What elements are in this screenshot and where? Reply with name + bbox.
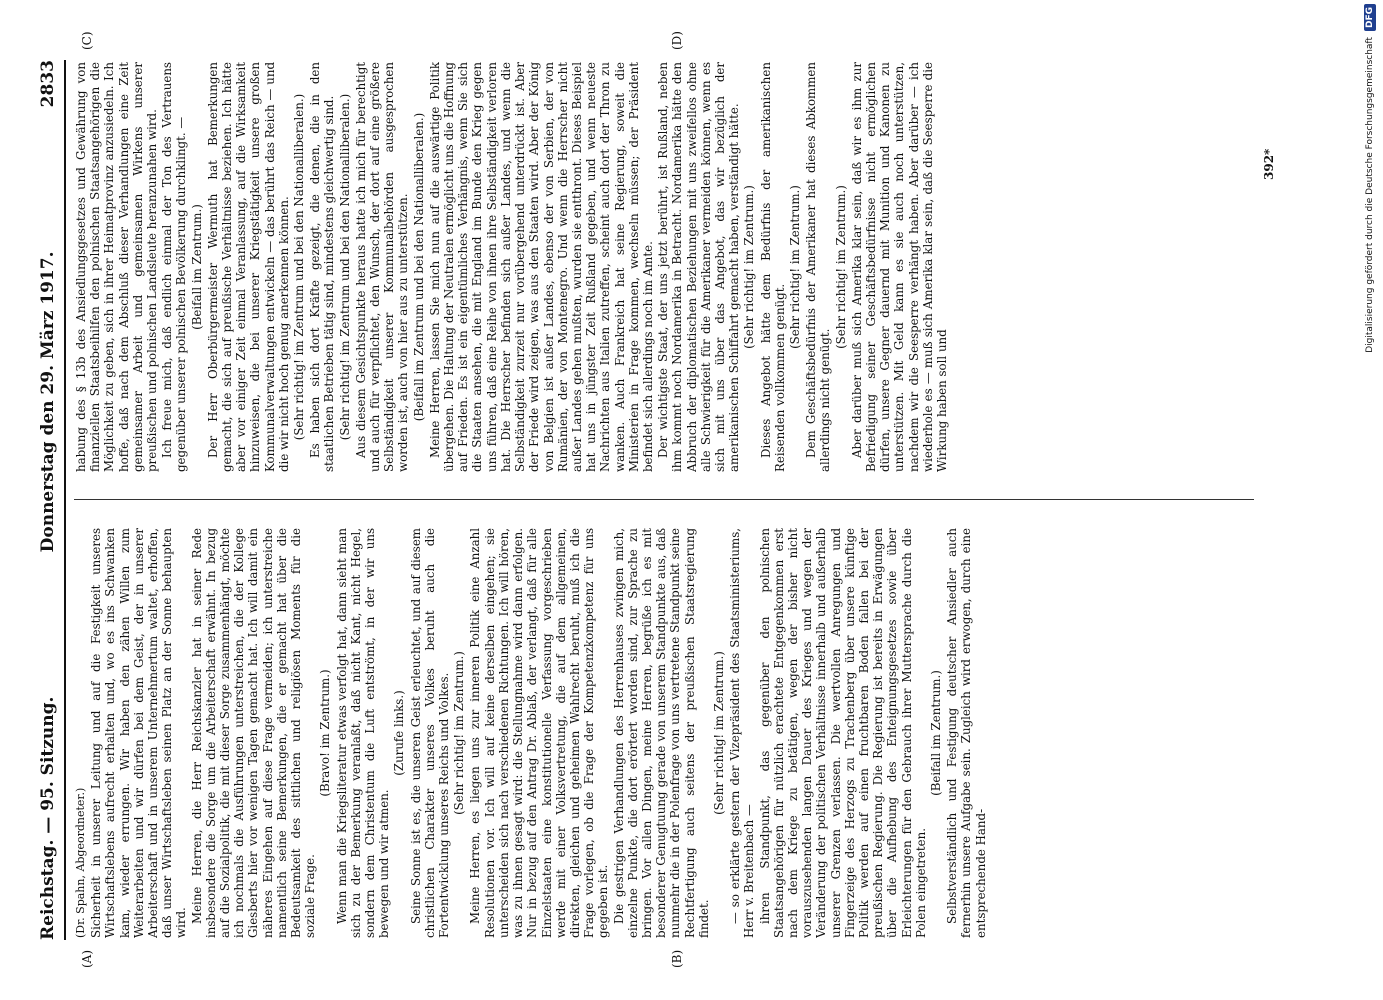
margin-marker-d: (D) bbox=[670, 31, 684, 50]
interjection: (Sehr richtig! im Zentrum.) bbox=[742, 185, 757, 349]
dfg-logo: DFG bbox=[1364, 4, 1376, 31]
sheet-signature: 392* bbox=[1262, 148, 1276, 180]
digitization-credit bbox=[1358, 0, 1382, 1000]
header-date: Donnerstag den 29. März 1917. bbox=[38, 251, 58, 553]
paragraph: Meine Herren, es liegen uns zur inneren Politik eine Anzahl Resolutionen vor. Ich will auf keine derselben eingehen; sie unterscheiden sich nach verschiedenen Richtungen. Ich will hören, was zu ihnen gesagt wird: die Stellungnahme wird dann erfolgen. Nur in bezug auf den Antrag Dr. Ablaß, der verlangt, daß für alle Einzelstaaten eine konstitutionelle Verfassung vorgeschrieben werde mit einer Volksvertretung, die auf dem allgemeinen, direkten, gleichen und geheimen Wahlrecht beruht, muß ich die Frage vorlegen, ob die Frage der Kompetenzkompetenz für uns gegeben ist. bbox=[468, 528, 611, 938]
interjection: (Beifall im Zentrum.) bbox=[928, 670, 943, 796]
paragraph: Aber darüber muß sich Amerika klar sein, daß wir es ihm zur Befriedigung seiner Geschäftsbedürfnisse nicht ermöglichen dürfen, unsere Gegner dauernd mit Munition und Kanonen zu unterstützen. Mit Geld kann es sie auch noch unterstützen, nachdem wir die Seesperre verhängt haben. Aber darüber — ich wiederhole es — muß sich Amerika klar sein, daß die Seesperre die Wirkung haben soll und bbox=[849, 62, 949, 472]
paragraph: Meine Herren, die Herr Reichskanzler hat in seiner Rede insbesondere die Sorge um die Arbeiterschaft erwähnt. In bezug auf die Sozialpolitik, die mit dieser Sorge zusammenhängt, möchte ich nochmals die Ausführungen unterstreichen, die der Kollege Giesberts hier vor wenigen Tagen gemacht hat. Ich will damit ein näheres Eingehen auf diese Frage vermeiden; ich unterstreiche namentlich seine Bemerkungen, die er gemacht hat über die Bedeutsamkeit des sittlichen und religiösen Moments für die soziale Frage. bbox=[189, 528, 318, 938]
column-divider bbox=[74, 499, 1254, 500]
interjection: (Beifall im Zentrum und bei den Nationalliberalen.) bbox=[411, 112, 426, 422]
paragraph: Aus diesem Gesichtspunkte heraus hatte ich mich für berechtigt und auch für verpflichtet, den Wunsch, der dort auf eine größere Selbständigkeit unserer Kommunalbehörden ausgesprochen worden ist, auch von hier aus zu unterstützen. bbox=[353, 62, 411, 472]
paragraph: Dem Geschäftsbedürfnis der Amerikaner hat dieses Abkommen allerdings nicht genügt. bbox=[804, 62, 833, 472]
paragraph: ihren Standpunkt, das gegenüber den polnischen Staatsangehörigen für nützlich erachtete Entgegenkommen erst nach dem Kriege zu betätigen, wegen der bisher nicht vorauszusehenden langen Dauer des Krieges und wegen der Veränderung der politischen Verhältnisse innerhalb und außerhalb unserer Grenzen verlassen. Die wertvollen Anregungen und Fingerzeige des Herzogs zu Trachenberg über unsere künftige Politik werden auf einen fruchtbaren Boden fallen bei der preußischen Regierung. Die Regierung ist bereits in Erwägungen über die Aufhebung des Enteignungsgesetzes sowie über Erleichterungen für den Gebrauch ihrer Muttersprache durch die Polen eingetreten. bbox=[757, 528, 928, 938]
paragraph: Sicherheit in unserer Leitung und auf die Festigkeit unseres Wirtschaftslebens aufrecht erhalten und, wo es ins Schwanken kam, wieder errungen. Wir haben den zähen Willen zum Weiterarbeiten und wir dürfen bei dem Geist, der in unserer Arbeiterschaft und in unserem Unternehmertum waltet, erhoffen, daß unser Wirtschaftsleben seinen Platz an der Sonne behaupten wird. bbox=[89, 528, 189, 938]
paragraph: Dieses Angebot hätte dem Bedürfnis der amerikanischen Reisenden vollkommen genügt. bbox=[758, 62, 787, 472]
left-text-column bbox=[74, 528, 1254, 938]
right-text-column bbox=[74, 62, 1254, 472]
interjection: (Sehr richtig! im Zentrum.) bbox=[787, 185, 802, 349]
paragraph: Wenn man die Kriegsliteratur etwas verfolgt hat, dann sieht man sich zu der Bemerkung veranlaßt, daß nicht Kant, nicht Hegel, sondern dem Christentum die Luft entströmt, in der wir uns bewegen und wir atmen. bbox=[334, 528, 392, 938]
credit-text: Digitalisierung gefördert durch die Deutsche Forschungsgemeinschaft bbox=[1365, 37, 1375, 353]
paragraph: — so erklärte gestern der Vizepräsident des Staatsministeriums, Herr v. Breitenbach — bbox=[728, 528, 757, 938]
interjection: (Bravo! im Zentrum.) bbox=[318, 669, 333, 797]
interjection: (Beifall im Zentrum.) bbox=[189, 204, 204, 330]
interjection: (Sehr richtig! im Zentrum.) bbox=[452, 651, 467, 815]
interjection: (Sehr richtig! im Zentrum und bei den Nationalliberalen.) bbox=[337, 93, 352, 441]
scanned-document-page bbox=[10, 0, 1350, 1000]
interjection: (Zurufe links.) bbox=[392, 690, 407, 776]
margin-marker-c: (C) bbox=[80, 31, 94, 50]
paragraph: habung des § 13b des Ansiedlungsgesetzes und Gewährung von finanziellen Staatsbeihilfen den polnischen Staatsangehörigen die Möglichkeit zu geben, sich in ihrer Heimatprovinz anzusiedeln. Ich hoffe, daß nach dem Abschluß dieser Verhandlungen eine Zeit gemeinsamer Arbeit und gemeinsamen Wirkens unserer preußischen und polnischen Landsleute heranzunahen wird. bbox=[74, 62, 160, 472]
page-header bbox=[38, 60, 66, 940]
header-left: Reichstag. — 95. Sitzung. bbox=[38, 696, 58, 940]
interjection: (Sehr richtig! im Zentrum.) bbox=[711, 651, 726, 815]
paragraph: Es haben sich dort Kräfte gezeigt, die denen, die in den staatlichen Betrieben tätig sind, mindestens gleichwertig sind. bbox=[308, 62, 337, 472]
margin-marker-a: (A) bbox=[80, 949, 94, 968]
interjection: (Sehr richtig! im Zentrum und bei den Nationalliberalen.) bbox=[292, 93, 307, 441]
interjection: (Sehr richtig! im Zentrum.) bbox=[833, 185, 848, 349]
paragraph: Selbstverständlich und Festigung deutscher Ansiedler auch fernerhin unsere Aufgabe sein. Zugleich wird erwogen, durch eine entsprechende Hand- bbox=[945, 528, 988, 938]
paragraph: (Dr. Spahn, Abgeordneter.) bbox=[74, 787, 87, 938]
paragraph: Der Herr Oberbürgermeister Wermuth hat Bemerkungen gemacht, die sich auf preußische Verhältnisse beziehen. Ich hätte aber vor einiger Zeit einmal Veranlassung, auf die Wirksamkeit hinzuweisen, die bei unserer Kriegstätigkeit unsere großen Kommunalverwaltungen entwickeln — das berührt das Reich — und die wir nicht hoch genug anerkennen können. bbox=[205, 62, 291, 472]
paragraph: Meine Herren, lassen Sie mich nun auf die auswärtige Politik übergehen. Die Haltung der Neutralen ermöglicht uns die Hoffnung auf Frieden. Es ist ein eigentümliches Verhängnis, wenn Sie sich die Staaten ansehen, die mit England im Bunde den Krieg gegen uns führen, daß eine Reihe von ihnen ihre Selbständigkeit verloren hat. Die Herrscher befinden sich außer Landes, und wenn die Selbständigkeit zurzeit nur vorübergehend unterdrückt ist. Aber der Friede wird zeigen, was aus den Staaten wird. Aber der König von Belgien ist außer Landes, ebenso der von Serbien, der von Rumänien, der von Montenegro. Und wenn die Herrscher nicht außer Landes gehen mußten, wurden sie entthront. Dieses Beispiel hat uns in jüngster Zeit Rußland gegeben, und wenn neueste Nachrichten aus Italien zutreffen, scheint auch dort der Thron zu wanken. Auch Frankreich hat seine Regierung, soweit die Ministerien in Frage kommen, wechseln müssen; der Präsident befindet sich allerdings noch im Amte. bbox=[427, 62, 655, 472]
header-page-number: 2833 bbox=[38, 60, 58, 108]
paragraph: Seine Sonne ist es, die unseren Geist erleuchtet, und auf diesem christlichen Charakter unseres Volkes beruht auch die Fortentwicklung unseres Reichs und Volkes. bbox=[408, 528, 452, 938]
paragraph: Die gestrigen Verhandlungen des Herrenhauses zwingen mich, einzelne Punkte, die dort erörtert worden sind, zur Sprache zu bringen. Vor allen Dingen, meine Herren, begrüße ich es mit besonderer Genugtuung gerade von unserem Standpunkte aus, daß nunmehr die in der Polenfrage von uns vertretene Standpunkt seine Rechtfertigung auch seitens der preußischen Staatsregierung findet. bbox=[611, 528, 711, 938]
paragraph: Der wichtigste Staat, der uns jetzt berührt, ist Rußland, neben ihm kommt noch Nordamerika in Betracht. Nordamerika hätte den Abbruch der diplomatischen Beziehungen mit uns zweifellos ohne alle Schwierigkeit für die Amerikaner vermeiden können, wenn es sich mit uns über das Angebot, das wir bezüglich der amerikanischen Schiffahrt gemacht haben, verständigt hätte. bbox=[656, 62, 742, 472]
margin-marker-b: (B) bbox=[670, 949, 684, 968]
paragraph: Ich freue mich, daß endlich einmal der Ton des Vertrauens gegenüber unserer polnischen Bevölkerung durchklingt. — bbox=[160, 62, 189, 472]
